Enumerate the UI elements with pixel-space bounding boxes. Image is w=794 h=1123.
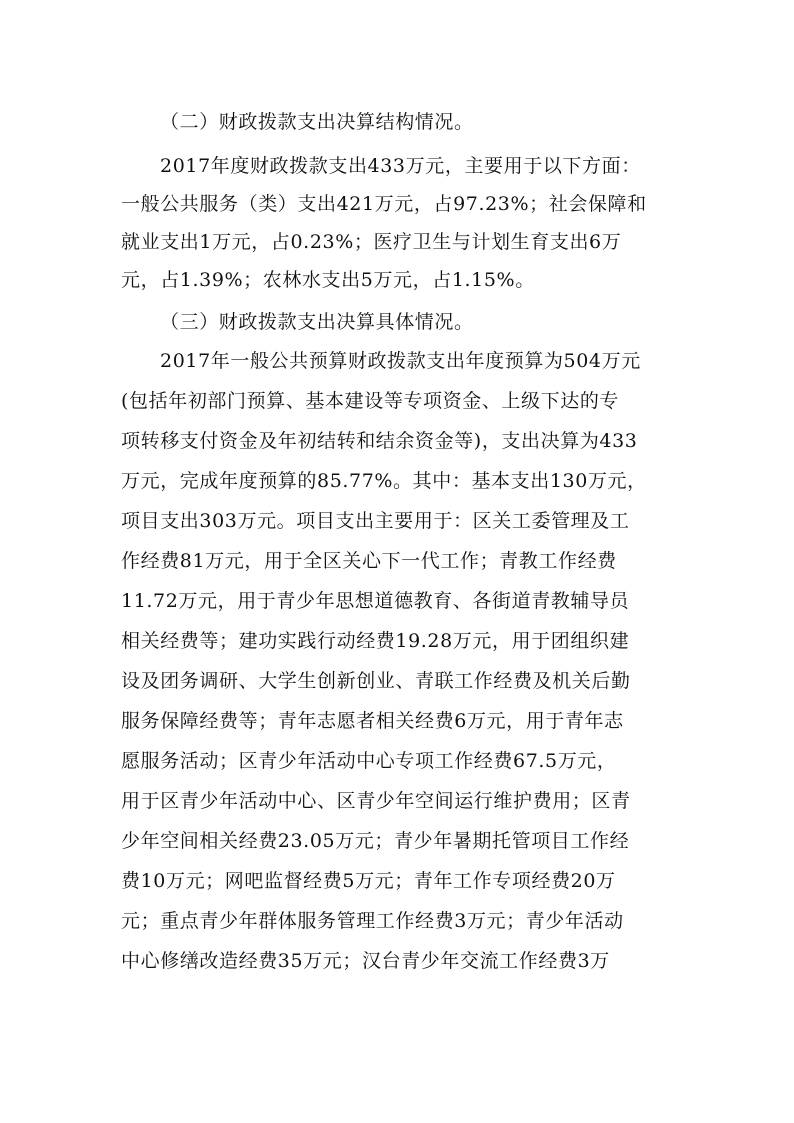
paragraph-line: 相关经费等；建功实践行动经费19.28万元，用于团组织建	[121, 630, 630, 652]
paragraph-line: 费10万元；网吧监督经费5万元；青年工作专项经费20万	[121, 870, 616, 892]
paragraph-line: 服务保障经费等；青年志愿者相关经费6万元，用于青年志	[121, 710, 624, 732]
paragraph-line: 就业支出1万元，占0.23%；医疗卫生与计划生育支出6万	[121, 231, 622, 253]
paragraph-line: 元，占1.39%；农林水支出5万元，占1.15%。	[121, 269, 535, 291]
paragraph-line: 元；重点青少年群体服务管理工作经费3万元；青少年活动	[121, 910, 624, 932]
section-heading-expenditure-structure: （二）财政拨款支出决算结构情况。	[160, 111, 474, 133]
paragraph-line: 一般公共服务（类）支出421万元，占97.23%；社会保障和	[121, 193, 647, 215]
paragraph-line: 作经费81万元，用于全区关心下一代工作；青教工作经费	[121, 550, 617, 572]
section-heading-expenditure-details: （三）财政拨款支出决算具体情况。	[160, 311, 474, 333]
paragraph-line: 万元，完成年度预算的85.77%。其中：基本支出130万元，	[121, 470, 647, 492]
paragraph-line: 愿服务活动；区青少年活动中心专项工作经费67.5万元，	[121, 750, 617, 772]
paragraph-line: 11.72万元，用于青少年思想道德教育、各街道青教辅导员	[121, 590, 630, 612]
paragraph-line: 2017年度财政拨款支出433万元，主要用于以下方面：	[160, 155, 641, 177]
paragraph-line: 设及团务调研、大学生创新创业、青联工作经费及机关后勤	[121, 670, 631, 692]
paragraph-line: 少年空间相关经费23.05万元；青少年暑期托管项目工作经	[121, 830, 630, 852]
paragraph-line: 中心修缮改造经费35万元；汉台青少年交流工作经费3万	[121, 950, 610, 972]
paragraph-line: 项目支出303万元。项目支出主要用于：区关工委管理及工	[121, 510, 630, 532]
paragraph-line: (包括年初部门预算、基本建设等专项资金、上级下达的专	[121, 390, 620, 412]
paragraph-line: 2017年一般公共预算财政拨款支出年度预算为504万元	[160, 350, 641, 372]
paragraph-line: 用于区青少年活动中心、区青少年空间运行维护费用；区青	[121, 790, 631, 812]
paragraph-line: 项转移支付资金及年初结转和结余资金等)，支出决算为433	[121, 430, 638, 452]
